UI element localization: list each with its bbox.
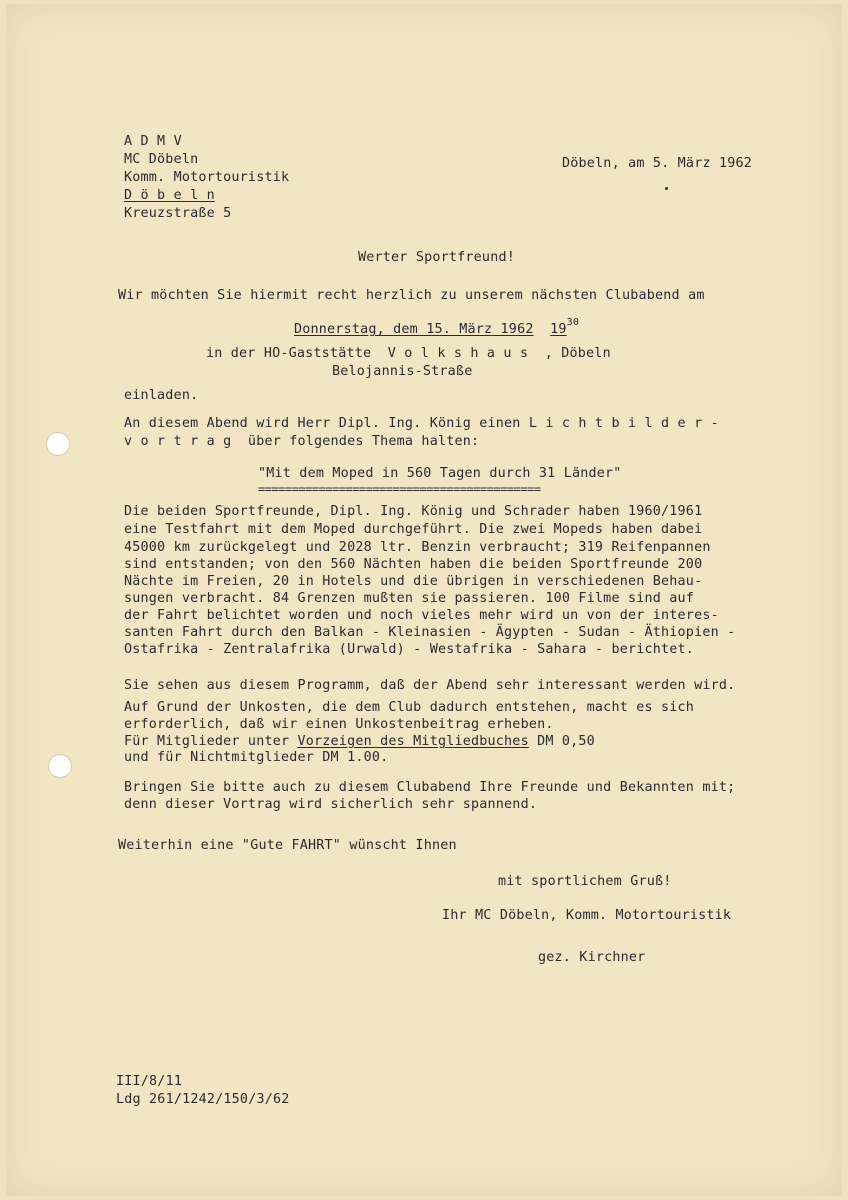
- signature: gez. Kirchner: [538, 950, 646, 965]
- costs-members-price: DM 0,50: [528, 734, 595, 749]
- salutation: Werter Sportfreund!: [358, 250, 515, 265]
- signature-organization: Ihr MC Döbeln, Komm. Motortouristik: [442, 908, 732, 923]
- costs-line-4: und für Nichtmitglieder DM 1.00.: [124, 750, 389, 765]
- body-line: Nächte im Freien, 20 in Hotels und die übrigen in verschiedenen Behau-: [124, 574, 703, 589]
- body-line: sind entstanden; von den 560 Nächten haben die beiden Sportfreunde 200: [124, 557, 703, 572]
- sender-club: MC Döbeln: [124, 152, 199, 167]
- body-line: sungen verbracht. 84 Grenzen mußten sie passieren. 100 Filme sind auf: [124, 591, 695, 606]
- punch-hole-bottom: [48, 754, 72, 778]
- event-datetime: [294, 317, 580, 339]
- event-time-minutes: 30: [566, 317, 580, 328]
- sender-city: D ö b e l n: [124, 188, 215, 203]
- ink-dot: [665, 187, 668, 190]
- closing-wish: Weiterhin eine "Gute FAHRT" wünscht Ihnen: [118, 838, 457, 853]
- venue-street: Belojannis-Straße: [332, 364, 473, 379]
- letter-page: [6, 4, 842, 1196]
- costs-line-2: erforderlich, daß wir einen Unkostenbeitrag erheben.: [124, 717, 554, 732]
- intro-line: Wir möchten Sie hiermit recht herzlich zu unserem nächsten Clubabend am: [118, 288, 705, 303]
- lecture-line-1: An diesem Abend wird Herr Dipl. Ing. König einen L i c h t b i l d e r -: [124, 416, 719, 431]
- event-date: Donnerstag, dem 15. März 1962: [294, 322, 534, 337]
- sender-department: Komm. Motortouristik: [124, 170, 290, 185]
- sender-street: Kreuzstraße 5: [124, 206, 232, 221]
- body-line: der Fahrt belichtet worden und noch vieles mehr wird un von der interes-: [124, 608, 719, 623]
- body-line: eine Testfahrt mit dem Moped durchgeführt. Die zwei Mopeds haben dabei: [124, 522, 703, 537]
- punch-hole-top: [46, 432, 70, 456]
- body-line: 45000 km zurückgelegt und 2028 ltr. Benzin verbraucht; 319 Reifenpannen: [124, 540, 711, 555]
- invite-line: einladen.: [124, 388, 199, 403]
- costs-line-1: Auf Grund der Unkosten, die dem Club dadurch entstehen, macht es sich: [124, 700, 695, 715]
- sender-org: A D M V: [124, 134, 182, 149]
- event-time-hour: 19: [550, 322, 567, 337]
- body-line: Ostafrika - Zentralafrika (Urwald) - Westafrika - Sahara - berichtet.: [124, 642, 695, 657]
- reference-line-2: Ldg 261/1242/150/3/62: [116, 1092, 290, 1107]
- bring-line-1: Bringen Sie bitte auch zu diesem Clubabend Ihre Freunde und Bekannten mit;: [124, 780, 736, 795]
- greeting: mit sportlichem Gruß!: [498, 874, 672, 889]
- date-line: Döbeln, am 5. März 1962: [562, 156, 753, 171]
- body-line: Die beiden Sportfreunde, Dipl. Ing. König und Schrader haben 1960/1961: [124, 504, 703, 519]
- body-line: santen Fahrt durch den Balkan - Kleinasien - Ägypten - Sudan - Äthiopien -: [124, 625, 736, 640]
- costs-membership-book: Vorzeigen des Mitgliedbuches: [297, 734, 529, 749]
- costs-line-3: [124, 734, 595, 750]
- lecture-title: "Mit dem Moped in 560 Tagen durch 31 Länder": [258, 466, 622, 481]
- lecture-line-2: v o r t r a g über folgendes Thema halten:: [124, 434, 480, 449]
- program-line: Sie sehen aus diesem Programm, daß der Abend sehr interessant werden wird.: [124, 678, 736, 693]
- costs-members-label: Für Mitglieder unter: [124, 734, 298, 749]
- bring-line-2: denn dieser Vortrag wird sicherlich sehr spannend.: [124, 797, 538, 812]
- reference-line-1: III/8/11: [116, 1074, 183, 1089]
- venue-line: in der HO-Gaststätte V o l k s h a u s , Döbeln: [206, 346, 611, 361]
- title-double-rule: ==========================================: [258, 482, 541, 496]
